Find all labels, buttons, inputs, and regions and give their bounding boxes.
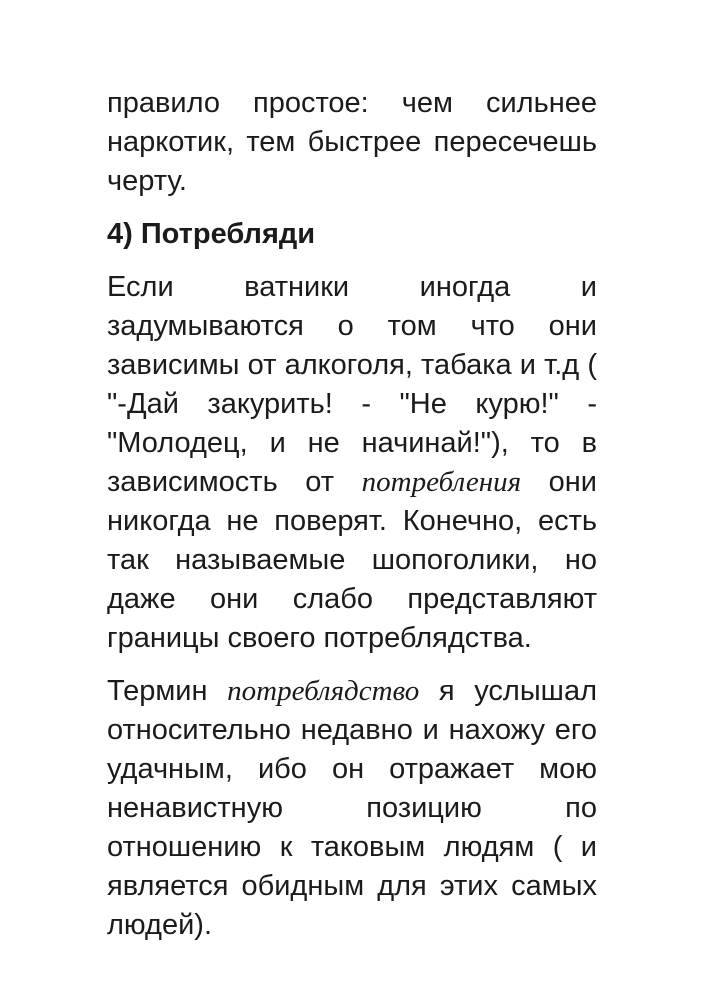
text-run: они никогда не поверят. Конечно, есть так называемые шопоголики, но даже они слабо представляют границы своего потреблядства. [107, 466, 597, 654]
paragraph [107, 84, 597, 201]
text-run: 4) Потребляди [107, 218, 316, 250]
italic-term: потреблядство [227, 675, 420, 707]
paragraph [107, 672, 597, 945]
text-run: правило простое: чем сильнее наркотик, тем быстрее пересечешь черту. [107, 87, 597, 197]
text-run: я услышал относительно недавно и нахожу его удачным, ибо он отражает мою ненавистную позицию по отношению к таковым людям ( и является обидным для этих самых людей). [107, 675, 597, 941]
paragraph [107, 268, 597, 658]
italic-term: потребления [361, 466, 522, 498]
text-run: Термин [107, 675, 228, 707]
page-text [107, 84, 597, 959]
section-heading [107, 215, 597, 254]
text-run: Если ватники иногда и задумываются о том что они зависимы от алкоголя, табака и т.д ( "-Дай закурить! - "Не курю!" -"Молодец, и не начинай!"), то в зависимость от [107, 271, 597, 498]
